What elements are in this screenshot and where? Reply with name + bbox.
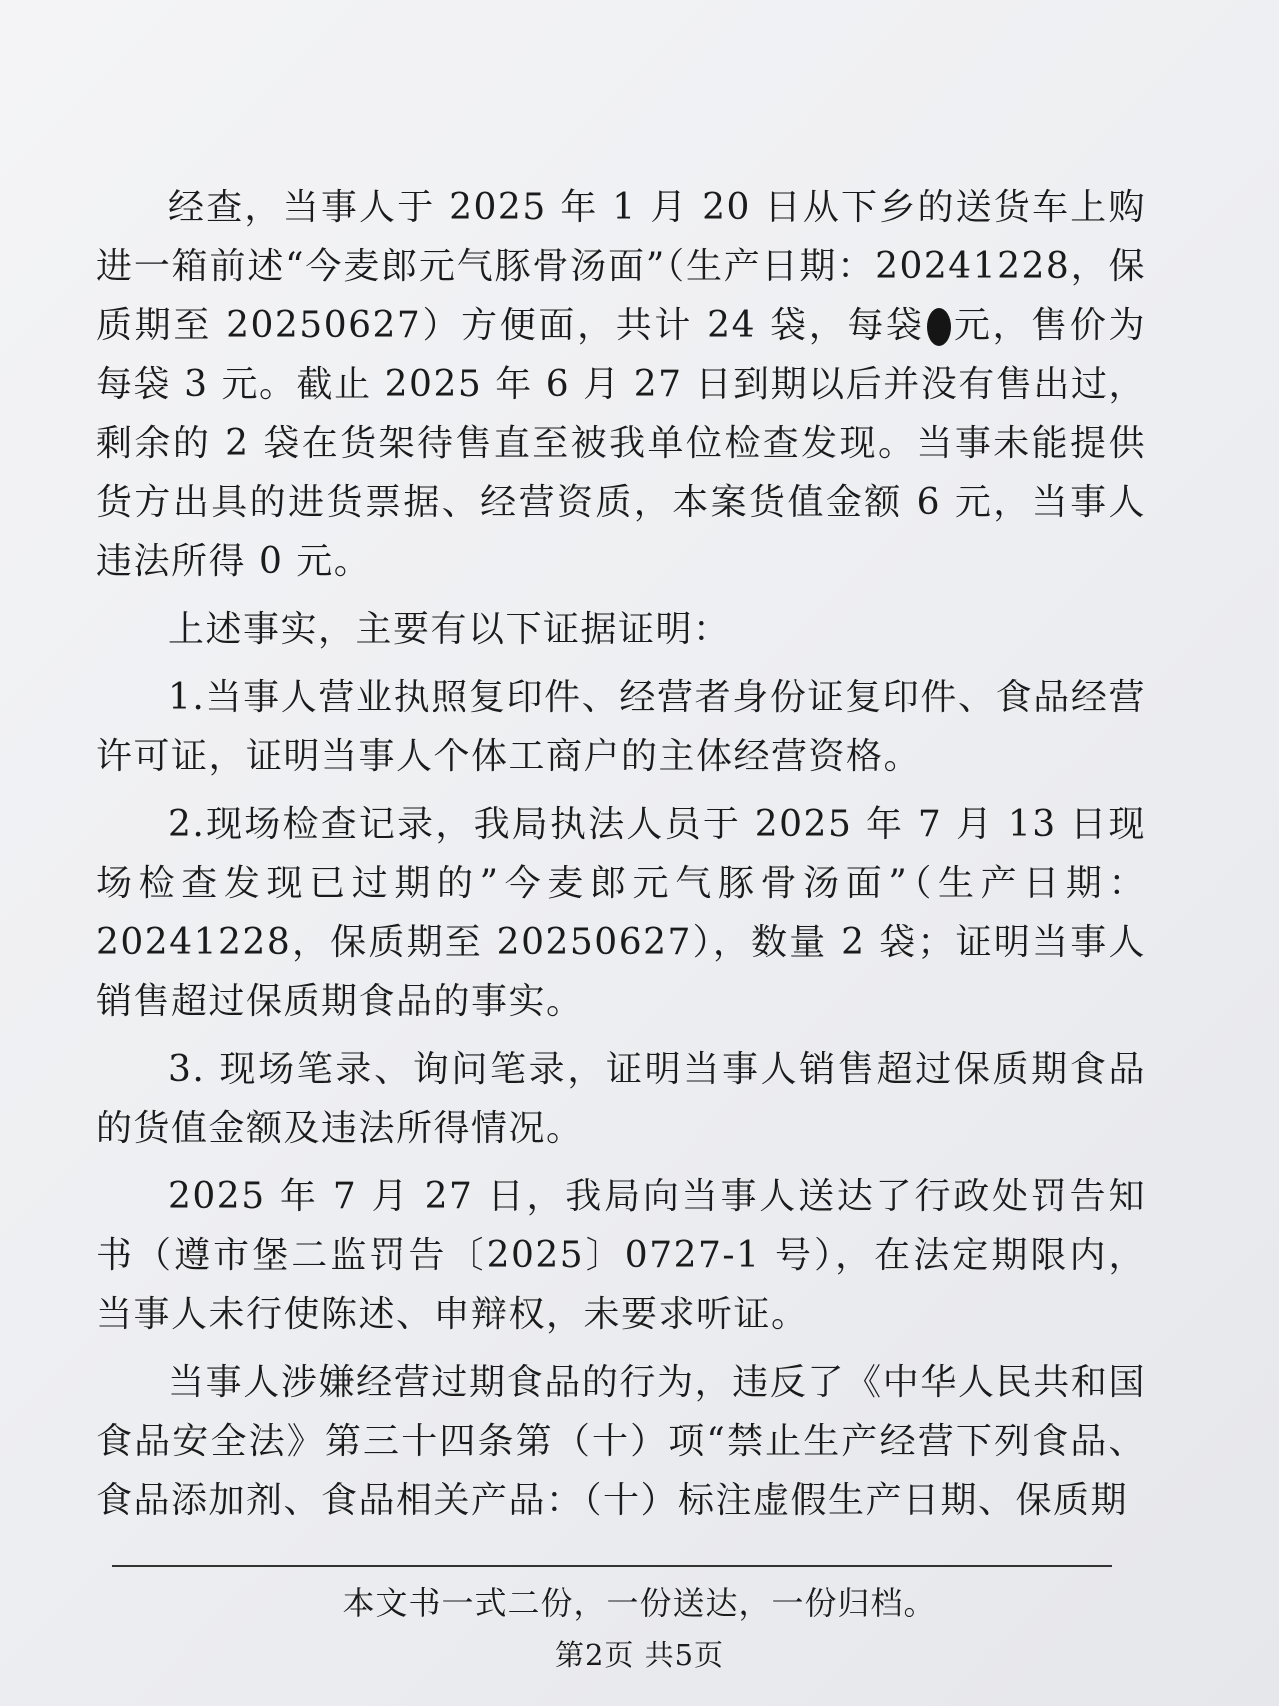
footer-divider <box>112 1565 1112 1567</box>
paragraph-evidence-2: 2.现场检查记录，我局执法人员于 2025 年 7 月 13 日现场检查发现已过期的”今麦郎元气豚骨汤面”（生产日期：20241228，保质期至 20250627），数量 2 袋；证明当事人销售超过保质期食品的事实。 <box>96 804 1146 1022</box>
paragraph-investigation-part-1: 经查，当事人于 2025 年 1 月 20 日从下乡的送货车上购进一箱前述“今麦郎元气豚骨汤面”（生产日期：20241228，保质期至 20250627）方便面，共计 24 袋，每袋 <box>96 187 1146 346</box>
paragraph-violation: 当事人涉嫌经营过期食品的行为，违反了《中华人民共和国食品安全法》第三十四条第（十）项“禁止生产经营下列食品、食品添加剂、食品相关产品：（十）标注虚假生产日期、保质期 <box>96 1362 1146 1521</box>
footer-note: 本文书一式二份，一份送达，一份归档。 <box>342 1584 937 1622</box>
paragraph-investigation <box>96 178 1146 591</box>
paragraph-evidence-3: 3. 现场笔录、询问笔录，证明当事人销售超过保质期食品的货值金额及违法所得情况。 <box>96 1049 1146 1149</box>
paragraph-evidence-intro: 上述事实，主要有以下证据证明： <box>168 609 731 650</box>
paragraph-investigation-part-2: 元，售价为每袋 3 元。截止 2025 年 6 月 27 日到期以后并没有售出过，剩余的 2 袋在货架待售直至被我单位检查发现。当事未能提供货方出具的进货票据、经营资质，本案货值金额 6 元，当事人违法所得 0 元。 <box>96 305 1146 582</box>
page-number: 第2页 共5页 <box>554 1638 725 1672</box>
document-body <box>96 178 1146 1539</box>
redaction-mark <box>927 308 951 346</box>
paragraph-notice: 2025 年 7 月 27 日，我局向当事人送达了行政处罚告知书（遵市堡二监罚告〔2025〕0727-1 号），在法定期限内，当事人未行使陈述、申辩权，未要求听证。 <box>96 1176 1146 1335</box>
paragraph-evidence-1: 1.当事人营业执照复印件、经营者身份证复印件、食品经营许可证，证明当事人个体工商户的主体经营资格。 <box>96 677 1146 777</box>
